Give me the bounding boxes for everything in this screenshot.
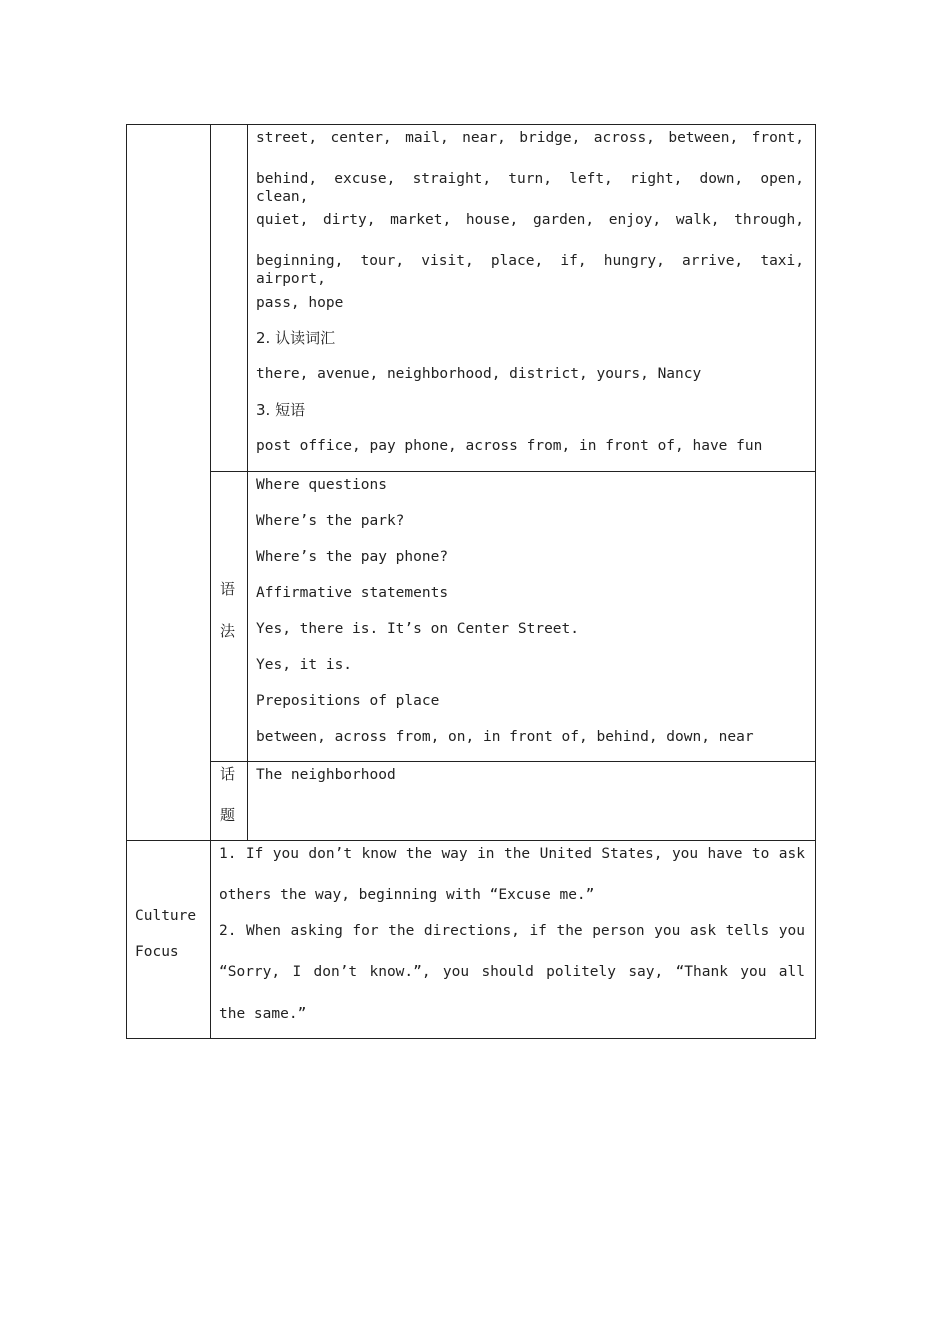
table-border-top: [126, 124, 816, 125]
culture-line: 1. If you don’t know the way in the United States, you have to ask: [219, 846, 805, 862]
grammar-label: 法: [220, 622, 236, 640]
culture-line: “Sorry, I don’t know.”, you should politely say, “Thank you all: [219, 964, 805, 980]
grammar-line: Where’s the pay phone?: [256, 549, 449, 565]
grammar-line: Where questions: [256, 477, 387, 493]
core-vocab-line: pass, hope: [256, 295, 344, 311]
culture-label: Culture: [135, 908, 197, 924]
grammar-line: Yes, it is.: [256, 657, 353, 673]
culture-line: others the way, beginning with “Excuse me.”: [219, 887, 595, 903]
culture-line: 2. When asking for the directions, if the person you ask tells you: [219, 923, 805, 939]
core-vocab-line: street, center, mail, near, bridge, across, between, front,: [256, 130, 804, 146]
topic-text: The neighborhood: [256, 767, 396, 783]
grammar-line: Prepositions of place: [256, 693, 440, 709]
phrases-heading: 3. 短语: [256, 401, 306, 419]
topic-label: 话: [220, 765, 236, 783]
grammar-line: Yes, there is. It’s on Center Street.: [256, 621, 580, 637]
core-vocab-line: quiet, dirty, market, house, garden, enjoy, walk, through,: [256, 212, 804, 228]
culture-line: the same.”: [219, 1006, 307, 1022]
core-vocab-line: behind, excuse, straight, turn, left, right, down, open, clean,: [256, 171, 804, 205]
topic-label: 题: [220, 806, 236, 824]
culture-label: Focus: [135, 944, 179, 960]
table-border-bottom: [126, 1038, 816, 1039]
grammar-line: between, across from, on, in front of, behind, down, near: [256, 729, 754, 745]
grammar-label: 语: [220, 580, 236, 598]
row-divider-grammar-topic: [210, 761, 816, 762]
table-border-left: [126, 124, 127, 1039]
table-border-right: [815, 124, 816, 1039]
column-divider-2: [247, 124, 248, 840]
recognize-vocab-heading: 2. 认读词汇: [256, 329, 336, 347]
row-divider-vocab-grammar: [210, 471, 816, 472]
grammar-line: Affirmative statements: [256, 585, 449, 601]
recognize-vocab-words: there, avenue, neighborhood, district, yours, Nancy: [256, 366, 702, 382]
core-vocab-line: beginning, tour, visit, place, if, hungry, arrive, taxi, airport,: [256, 253, 804, 287]
column-divider-1: [210, 124, 211, 1039]
row-divider-culture: [126, 840, 816, 841]
phrases-list: post office, pay phone, across from, in front of, have fun: [256, 438, 763, 454]
grammar-line: Where’s the park?: [256, 513, 405, 529]
